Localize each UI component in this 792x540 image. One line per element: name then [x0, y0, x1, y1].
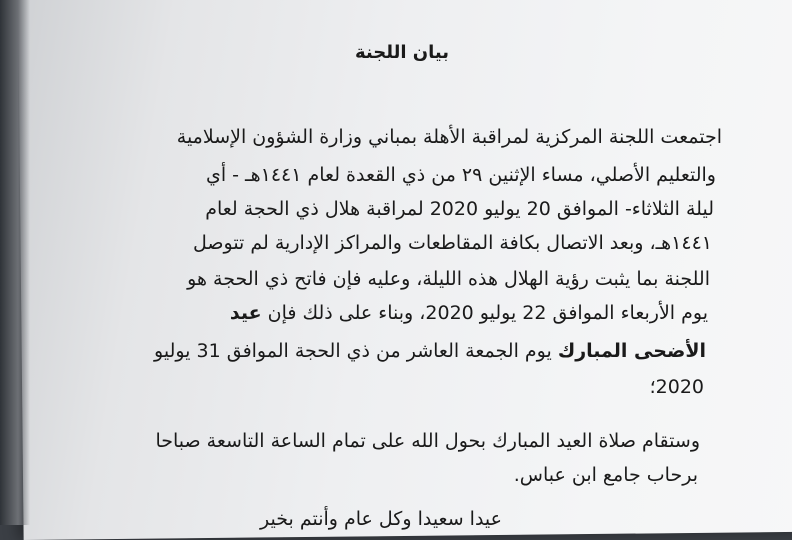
paragraph1-line8: 2020؛ [649, 376, 704, 398]
adha-bold-text: الأضحى المبارك [557, 340, 706, 362]
closing-line-partial: عيدا سعيدا وكل عام وأنتم بخير [260, 508, 502, 530]
paragraph2-line1: وستقام صلاة العيد المبارك بحول الله على تمام الساعة التاسعة صباحا [155, 430, 700, 452]
paragraph1-line4: ١٤٤١هـ، وبعد الاتصال بكافة المقاطعات والمراكز الإدارية لم تتوصل [192, 232, 712, 254]
paragraph1-line1: اجتمعت اللجنة المركزية لمراقبة الأهلة بمباني وزارة الشؤون الإسلامية [176, 126, 722, 148]
document-title: بيان اللجنة [354, 42, 449, 63]
paragraph1-line7 [154, 338, 706, 364]
paragraph1-line5: اللجنة بما يثبت رؤية الهلال هذه الليلة، وعليه فإن فاتح ذي الحجة هو [187, 268, 710, 290]
eid-bold-text: عيد [229, 302, 262, 324]
paragraph1-line6 [230, 300, 708, 326]
paragraph2-line2: برحاب جامع ابن عباس. [513, 464, 698, 486]
line6-text: يوم الأربعاء الموافق 22 يوليو 2020، وبناء على ذلك فإن [267, 302, 708, 324]
paragraph1-line2: والتعليم الأصلي، مساء الإثنين ٢٩ من ذي القعدة لعام ١٤٤١هـ - أي [205, 164, 716, 186]
paragraph1-line3: ليلة الثلاثاء- الموافق 20 يوليو 2020 لمراقبة هلال ذي الحجة لعام [205, 198, 714, 220]
line7-text: يوم الجمعة العاشر من ذي الحجة الموافق 31 يوليو [154, 340, 552, 362]
background-shadow [0, 0, 30, 525]
